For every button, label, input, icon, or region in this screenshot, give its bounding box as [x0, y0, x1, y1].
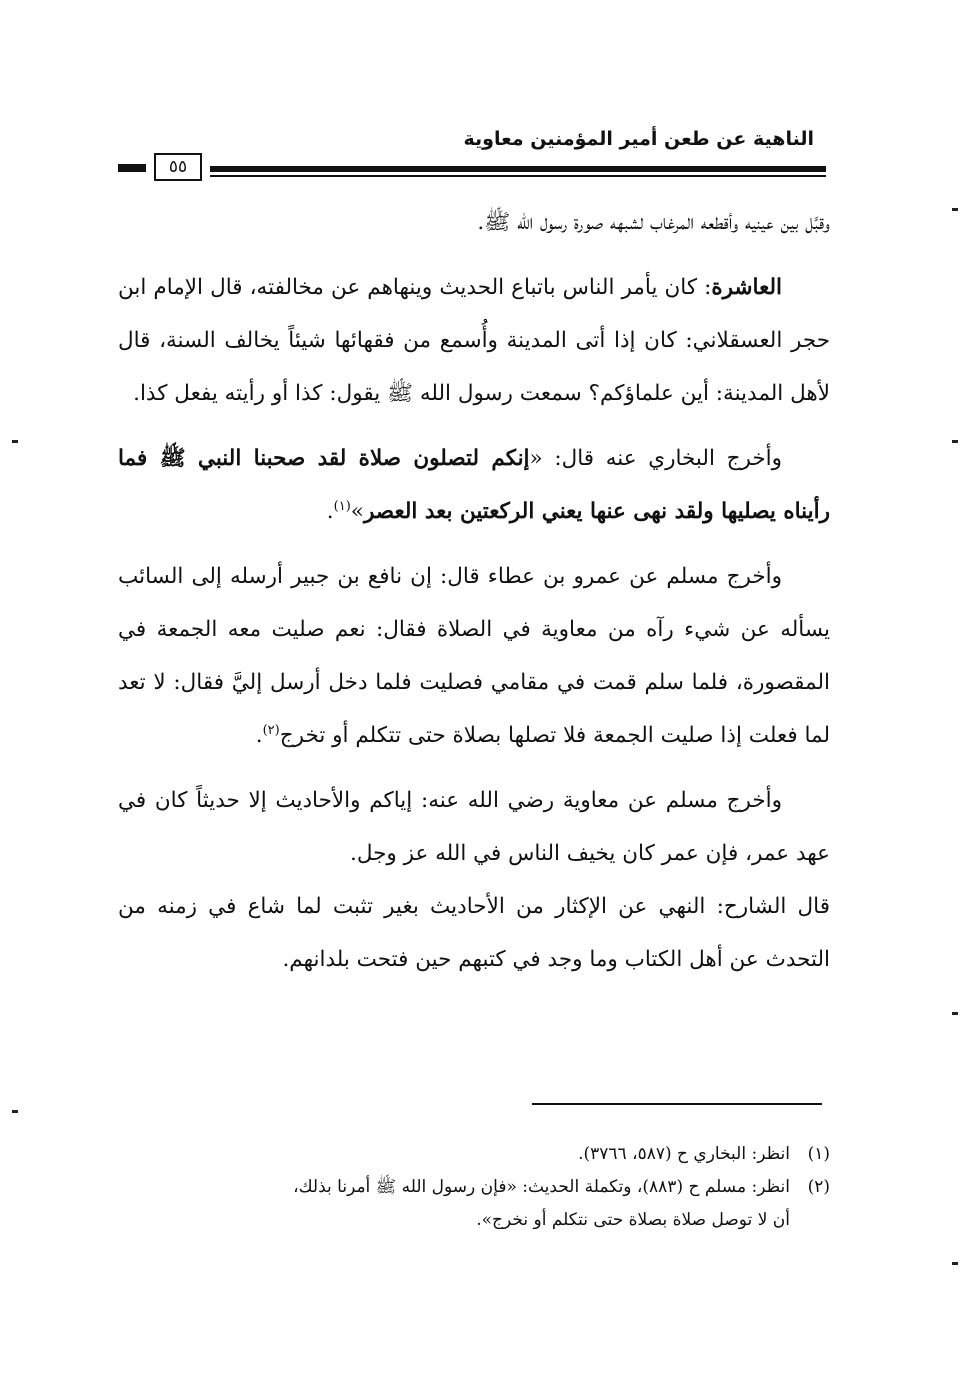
paragraph-4	[118, 550, 830, 762]
margin-mark	[952, 208, 958, 211]
paragraph-6	[118, 880, 830, 986]
header-rule-thin	[210, 175, 826, 177]
footnote-separator	[532, 1103, 822, 1105]
paragraph-2	[118, 261, 830, 420]
page-number: ٥٥	[154, 153, 202, 181]
main-text	[118, 196, 830, 986]
footnote-1-text: انظر: البخاري ح (٥٨٧، ٣٧٦٦).	[578, 1144, 790, 1164]
footnote-2-continuation: أن لا توصل صلاة بصلاة حتى نتكلم أو نخرج».	[476, 1210, 790, 1230]
footnote-1	[118, 1138, 830, 1171]
header-rule-thick	[210, 166, 826, 172]
paragraph-3-end: .	[326, 499, 334, 524]
margin-mark	[12, 440, 18, 443]
paragraph-4-end: .	[255, 723, 263, 748]
paragraph-3	[118, 432, 830, 538]
margin-mark	[952, 1012, 958, 1015]
margin-mark	[12, 1110, 18, 1113]
paragraph-3-quote: إنكم لتصلون صلاة لقد صحبنا النبي ﷺ فما رأيناه يصليها ولقد نهى عنها يعني الركعتين بعد العصر	[118, 446, 830, 524]
paragraph-6-text: قال الشارح: النهي عن الإكثار من الأحاديث بغير تثبت لما شاع في زمنه من التحدث عن أهل الكتاب وما وجد في كتبهم حين فتحت بلدانهم.	[118, 894, 830, 972]
header-dash-mark	[118, 164, 146, 172]
paragraph-1: وقبَّل بين عينيه وأقطعه المرغاب لشبهه صورة رسول الله ﷺ.	[477, 210, 830, 235]
running-title: الناهية عن طعن أمير المؤمنين معاوية	[463, 128, 814, 150]
paragraph-3-intro: وأخرج البخاري عنه قال: «	[529, 446, 782, 471]
paragraph-2-text: : كان يأمر الناس باتباع الحديث وينهاهم عن مخالفته، قال الإمام ابن حجر العسقلاني: كان إذا أتى المدينة وأُسمع من فقهائها شيئاً يخالف السنة، قال لأهل المدينة: أين علماؤكم؟ سمعت رسول الله ﷺ يقول: كذا أو رأيته يفعل كذا.	[118, 275, 830, 406]
paragraph-4-text: وأخرج مسلم عن عمرو بن عطاء قال: إن نافع بن جبير أرسله إلى السائب يسأله عن شيء رآه من معاوية في الصلاة فقال: نعم صليت معه الجمعة في المقصورة، فلما سلم قمت في مقامي فصليت فلما دخل أرسل إليَّ فقال: لا تعد لما فعلت إذا صليت الجمعة فلا تصلها بصلاة حتى تتكلم أو تخرج	[118, 564, 830, 748]
footnotes	[118, 1138, 830, 1237]
footnote-2-text: انظر: مسلم ح (٨٨٣)، وتكملة الحديث: «فإن رسول الله ﷺ أمرنا بذلك،	[293, 1177, 790, 1197]
paragraph-2-lead: العاشرة	[711, 275, 782, 300]
margin-mark	[952, 1262, 958, 1265]
paragraph-5-text: وأخرج مسلم عن معاوية رضي الله عنه: إياكم والأحاديث إلا حديثاً كان في عهد عمر، فإن عمر كان يخيف الناس في الله عز وجل.	[118, 788, 830, 866]
footnote-ref-2: (٢)	[262, 722, 280, 738]
footnote-ref-1: (١)	[333, 498, 351, 514]
footnote-1-number: (١)	[807, 1144, 830, 1164]
footnote-2-number: (٢)	[807, 1177, 830, 1197]
paragraph-5	[118, 774, 830, 880]
footnote-2	[118, 1171, 830, 1204]
margin-mark	[952, 440, 958, 443]
paragraph-3-close: »	[350, 499, 364, 524]
